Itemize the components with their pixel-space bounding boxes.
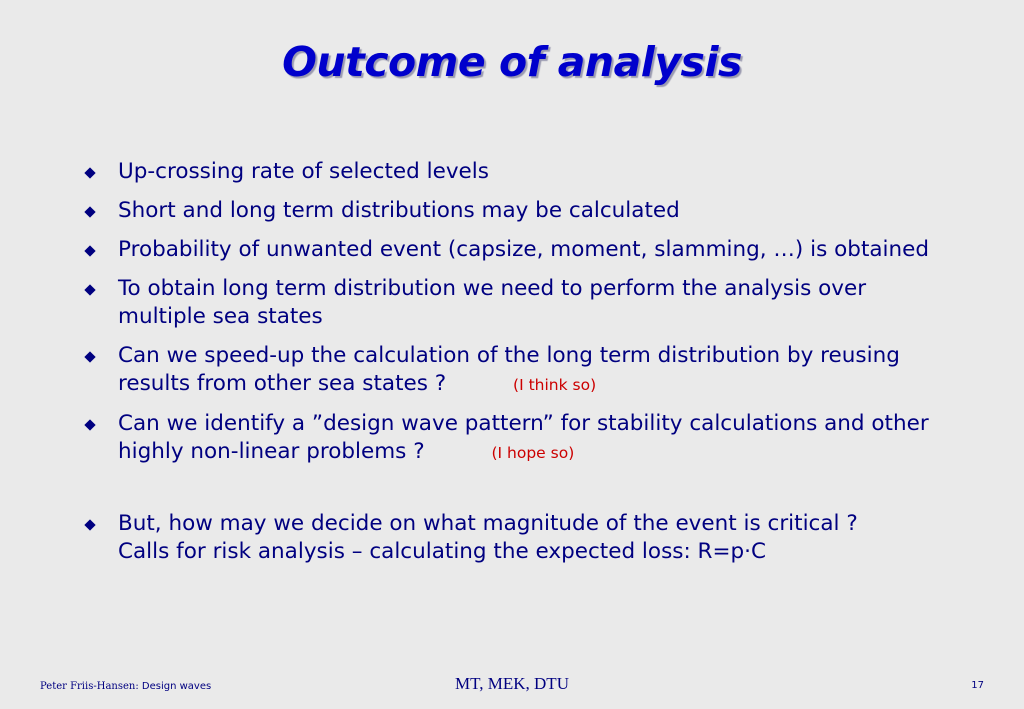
diamond-bullet-icon [84,419,95,430]
bullet-item [84,275,934,331]
bullet-note: (I hope so) [491,444,575,462]
bullet-note: (I think so) [513,376,597,394]
bullet-text: Short and long term distributions may be calculated [118,198,680,223]
diamond-bullet-icon [84,519,95,530]
diamond-bullet-icon [84,167,95,178]
bullet-text: Up-crossing rate of selected levels [118,159,489,184]
bullet-list [84,158,934,577]
page-number: 17 [971,680,984,691]
diamond-bullet-icon [84,245,95,256]
bullet-item [84,342,934,399]
bullet-text: To obtain long term distribution we need to perform the analysis over multiple sea states [118,276,867,329]
slide-title: Outcome of analysis [282,38,742,86]
bullet-text: Can we identify a ”design wave pattern” for stability calculations and other highly non-linear problems ? [118,411,929,464]
bullet-text: Can we speed-up the calculation of the long term distribution by reusing results from other sea states ? [118,343,900,396]
bullet-item [84,197,934,225]
bullet-item [84,236,934,264]
bullet-item [84,158,934,186]
bullet-text-line1: But, how may we decide on what magnitude of the event is critical ? [118,511,858,536]
footer-author-name: Peter Friis-Hansen: [40,681,139,692]
footer-center-label: MT, MEK, DTU [455,674,569,693]
diamond-bullet-icon [84,284,95,295]
bullet-text: Probability of unwanted event (capsize, moment, slamming, …) is obtained [118,237,930,262]
diamond-bullet-icon [84,351,95,362]
bullet-item [84,510,934,566]
bullet-text-line2: Calls for risk analysis – calculating the expected loss: R=p·C [118,539,766,564]
diamond-bullet-icon [84,206,95,217]
bullet-item [84,410,934,467]
footer-topic: Design waves [141,681,212,692]
